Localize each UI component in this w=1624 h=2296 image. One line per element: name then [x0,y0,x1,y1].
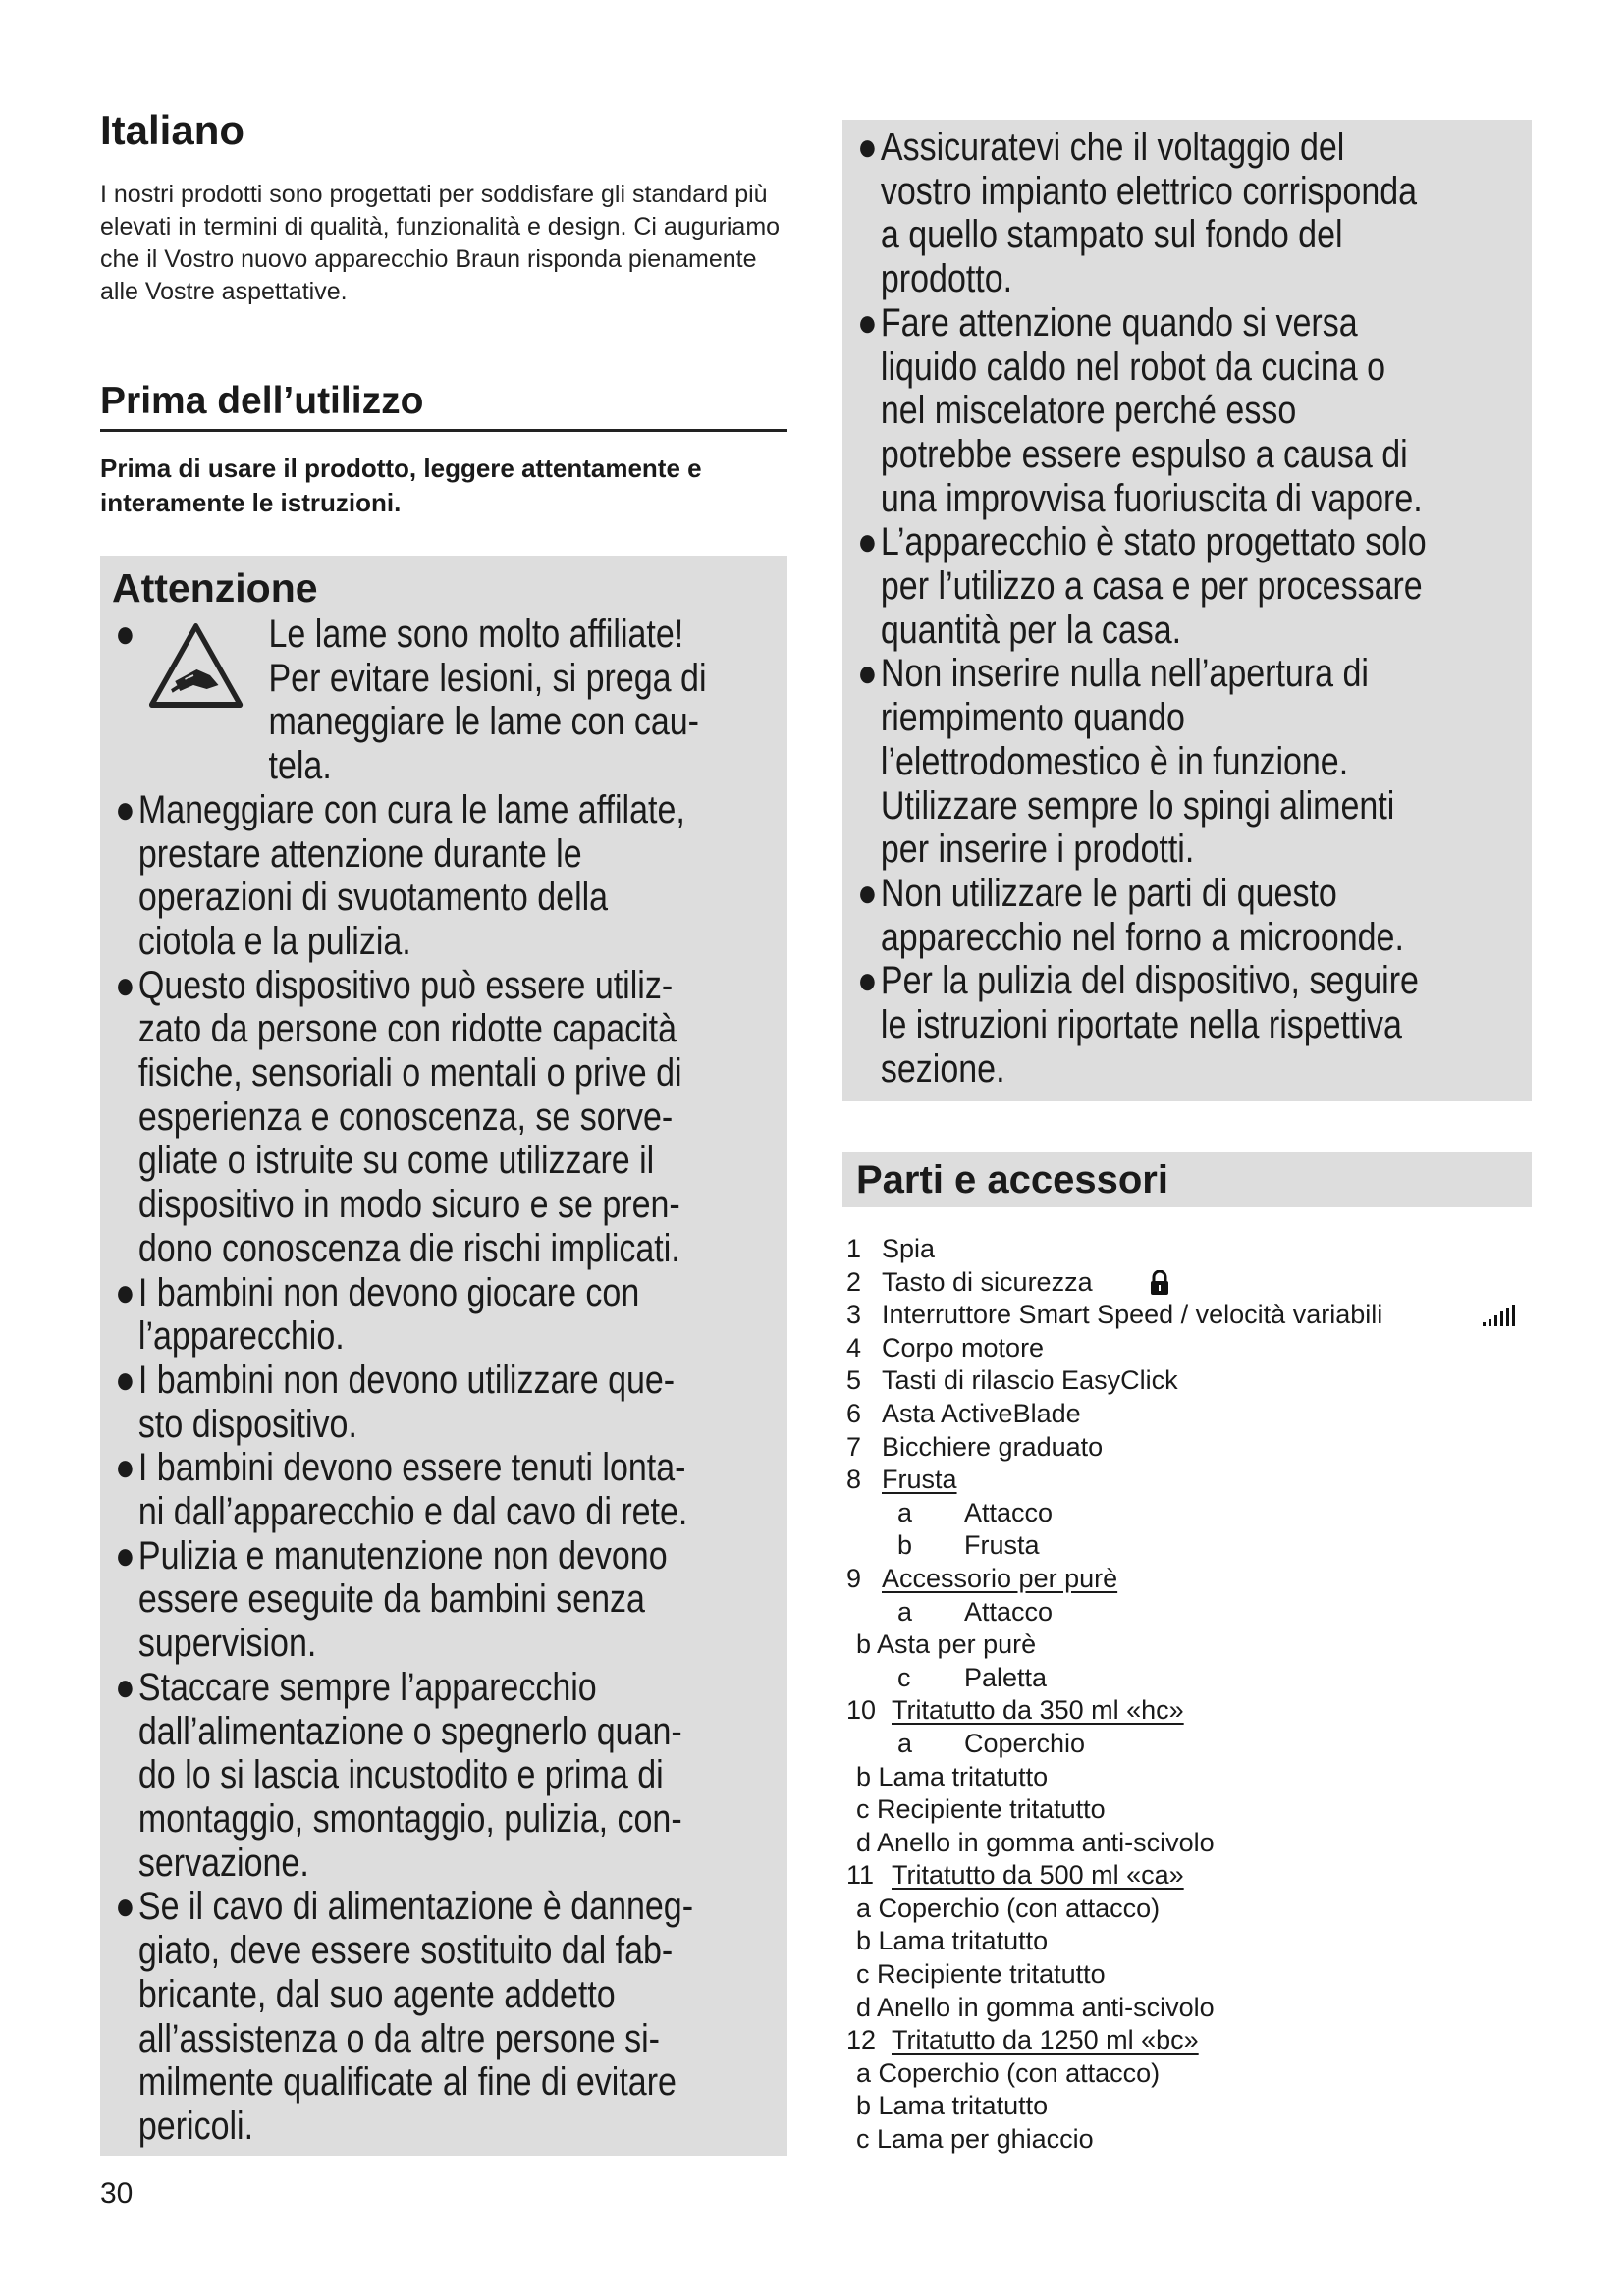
subitem-label: a Coperchio (con attacco) [856,2057,1161,2088]
warning-item [110,1359,778,1446]
subitem-label: c Lama per ghiaccio [856,2124,1094,2155]
subitem-letter: b [897,1530,913,1561]
subitem-label: Paletta [964,1662,1048,1692]
bullet: ● [857,959,878,1003]
part-number: 2 [846,1266,862,1297]
warning-box-left [100,556,787,2156]
part-number: 12 [846,2025,877,2056]
bullet: ● [115,613,135,656]
part-label: Tritatutto da 500 ml «ca» [892,1860,1184,1891]
bullet: ● [857,300,878,345]
bullet: ● [115,1446,135,1490]
subitem-label: b Asta per purè [856,1629,1037,1660]
subitem-letter: a [897,1497,913,1527]
part-number: 10 [846,1695,877,1726]
subitem-letter: c [897,1662,911,1692]
warning-text: I bambini devono essere tenuti lonta- ni dall’apparecchio e dal cavo di rete. [137,1446,688,1534]
part-label: Interruttore Smart Speed / velocità variabili [882,1300,1383,1330]
part-label: Tritatutto da 350 ml «hc» [892,1695,1184,1726]
part-item [842,1398,1532,1431]
warning-text: Maneggiare con cura le lame affilate, prestare attenzione durante le operazioni di svuotamento della ciotola e la pulizia. [137,787,685,963]
part-number: 5 [846,1365,862,1396]
part-number: 1 [846,1234,862,1263]
blade-warning-text: Le lame sono molto affiliate! Per evitare lesioni, si prega di maneggiare le lame con cau- tela. [268,613,707,788]
part-subitem [842,1958,1532,1992]
warning-list-left [110,788,778,2149]
part-label: Tasto di sicurezza [882,1266,1093,1297]
part-label: Frusta [882,1465,957,1495]
part-number: 8 [846,1465,862,1495]
part-subitem [842,1529,1532,1563]
bullet: ● [115,1270,135,1314]
subitem-label: a Coperchio (con attacco) [856,1893,1161,1923]
bullet: ● [115,1885,135,1929]
warning-item [110,1271,778,1359]
part-item [842,1266,1532,1300]
warning-text: Questo dispositivo può essere utiliz- zato da persone con ridotte capacità fisiche, sensoriali o mentali o prive di esperienza e conoscenza, se sorve- gliate o istruite su come utilizzare il dispositivo in modo sicuro e se pren- dono conoscenza die rischi implicati. [137,963,682,1270]
warning-item [852,126,1524,301]
warning-item [852,872,1524,959]
part-number: 6 [846,1398,862,1428]
part-subitem [842,1925,1532,1958]
bullet: ● [115,1358,135,1402]
bullet: ● [857,126,878,169]
part-subitem [842,2123,1532,2157]
part-number: 3 [846,1300,862,1330]
bullet: ● [115,1533,135,1577]
part-label: Accessorio per purè [882,1563,1118,1593]
parts-list [842,1233,1532,2157]
part-item [842,1431,1532,1465]
bullet: ● [857,652,878,696]
part-subitem [842,1761,1532,1794]
part-label: Corpo motore [882,1332,1045,1362]
prima-heading: Prima dell’utilizzo [100,381,787,432]
warning-text: Assicuratevi che il voltaggio del vostro impianto elettrico corrisponda a quello stampato sul fondo del prodotto. [880,126,1418,301]
prima-note: Prima di usare il prodotto, leggere attentamente e interamente le istruzioni. [100,454,702,517]
warning-item [852,652,1524,872]
warning-item [110,1885,778,2148]
warning-item [852,301,1524,521]
part-label: Bicchiere graduato [882,1431,1104,1462]
bullet: ● [115,963,135,1007]
subitem-label: b Lama tritatutto [856,1926,1049,1956]
part-subitem [842,1662,1532,1695]
bullet: ● [115,1665,135,1709]
subitem-label: b Lama tritatutto [856,2091,1049,2121]
part-subitem [842,2090,1532,2123]
warning-item-blades [110,613,778,788]
subitem-label: c Recipiente tritatutto [856,1959,1106,1990]
part-subitem [842,1827,1532,1860]
warning-text: Staccare sempre l’apparecchio dall’alimentazione o spegnerlo quan- do lo si lascia incustodito e prima di montaggio, smontaggio, pulizia, con- servazione. [137,1665,682,1885]
subitem-label: Coperchio [964,1728,1086,1758]
warning-item [852,959,1524,1091]
subitem-label: c Recipiente tritatutto [856,1794,1106,1825]
page-title: Italiano [100,107,245,153]
part-item [842,2024,1532,2057]
blade-warning-icon [146,620,244,711]
part-subitem [842,1793,1532,1827]
warning-text: Per la pulizia del dispositivo, seguire le istruzioni riportate nella rispettiva sezione. [880,959,1419,1091]
subitem-letter: a [897,1728,913,1758]
warning-text: Fare attenzione quando si versa liquido caldo nel robot da cucina o nel miscelatore perché esso potrebbe essere espulso a causa di una improvvisa fuoriuscita di vapore. [880,300,1423,520]
part-item [842,1332,1532,1365]
subitem-label: d Anello in gomma anti-scivolo [856,1992,1215,2022]
warning-title: Attenzione [112,565,318,611]
part-label: Asta ActiveBlade [882,1398,1081,1428]
subitem-label: d Anello in gomma anti-scivolo [856,1827,1215,1857]
warning-text: I bambini non devono utilizzare que- sto dispositivo. [137,1358,676,1446]
lock-icon [1149,1270,1170,1296]
subitem-letter: a [897,1596,913,1627]
intro-paragraph: I nostri prodotti sono progettati per soddisfare gli standard più elevati in termini di qualità, funzionalità e design. Ci auguriamo che il Vostro nuovo apparecchio Braun risponda pienamente alle Vostre aspettative. [100,181,781,305]
part-label: Spia [882,1234,936,1263]
bullet: ● [115,787,135,831]
warning-text: Non inserire nulla nell’apertura di riempimento quando l’elettrodomestico è in funzione. Utilizzare sempre lo spingi alimenti per inserire i prodotti. [880,652,1395,872]
part-number: 9 [846,1563,862,1593]
warning-text: Non utilizzare le parti di questo apparecchio nel forno a microonde. [880,871,1404,959]
part-subitem [842,1629,1532,1662]
part-subitem [842,1992,1532,2025]
bullet: ● [857,871,878,915]
part-subitem [842,1893,1532,1926]
part-item [842,1563,1532,1596]
part-label: Tritatutto da 1250 ml «bc» [892,2025,1199,2056]
part-item [842,1233,1532,1266]
bullet: ● [857,520,878,564]
part-item [842,1464,1532,1497]
part-subitem [842,1596,1532,1629]
warning-item [110,964,778,1271]
subitem-label: Frusta [964,1530,1040,1561]
part-subitem [842,2057,1532,2091]
warning-text: I bambini non devono giocare con l’apparecchio. [137,1270,640,1359]
warning-item [852,520,1524,652]
subitem-label: Attacco [964,1596,1054,1627]
part-label: Tasti di rilascio EasyClick [882,1365,1178,1396]
warning-item [110,1446,778,1533]
speed-bars-icon [1483,1305,1516,1326]
part-number: 11 [846,1860,875,1891]
part-item [842,1299,1532,1332]
parts-heading: Parti e accessori [842,1152,1532,1207]
warning-item [110,1534,778,1666]
warning-text: L’apparecchio è stato progettato solo per l’utilizzo a casa e per processare quantità per la casa. [880,520,1427,652]
page-number: 30 [100,2177,134,2210]
warning-item [110,1666,778,1886]
subitem-label: b Lama tritatutto [856,1761,1049,1791]
warning-box-right [842,120,1532,1101]
part-number: 4 [846,1332,862,1362]
part-subitem [842,1728,1532,1761]
part-item [842,1859,1532,1893]
subitem-label: Attacco [964,1497,1054,1527]
warning-list-right [852,126,1524,1091]
warning-item [110,788,778,964]
warning-text: Pulizia e manutenzione non devono essere eseguite da bambini senza supervision. [137,1533,668,1666]
part-item [842,1364,1532,1398]
part-subitem [842,1497,1532,1530]
warning-text: Se il cavo di alimentazione è danneg- giato, deve essere sostituito dal fab- bricante, dal suo agente addetto all’assistenza o da altre persone si- milmente qualificate al fine di evitare pericoli. [137,1885,694,2148]
part-number: 7 [846,1431,862,1462]
part-item [842,1694,1532,1728]
